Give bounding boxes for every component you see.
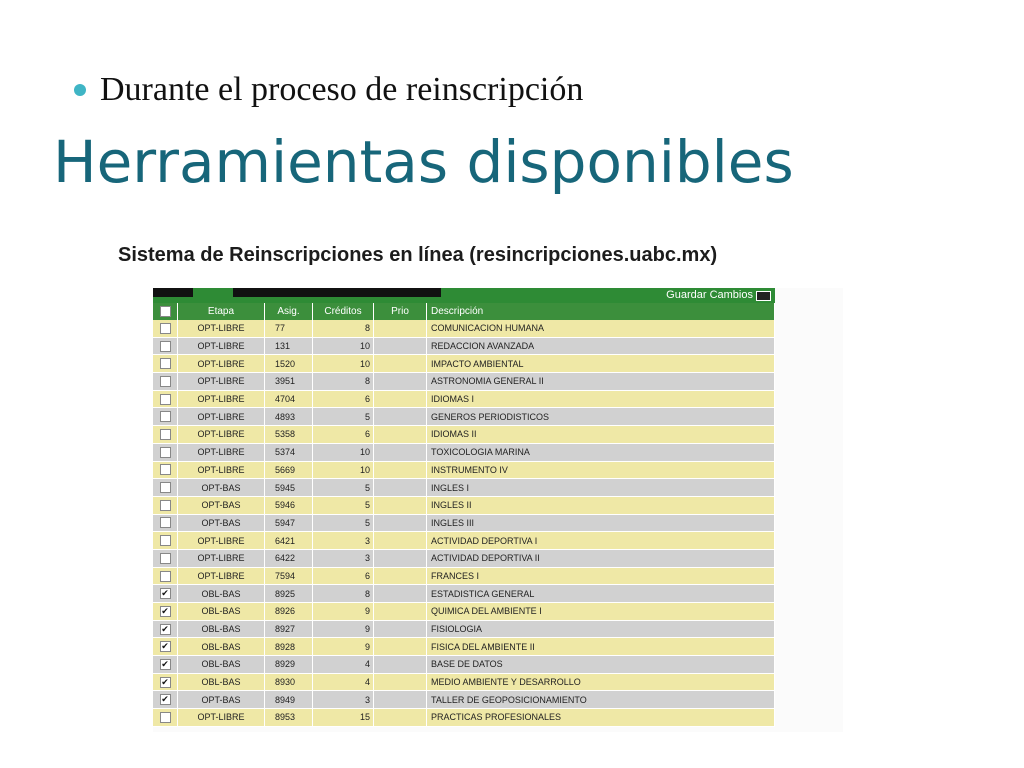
- row-checkbox-cell: [153, 709, 178, 727]
- cell-prio: [374, 514, 427, 532]
- cell-etapa: OBL-BAS: [178, 620, 265, 638]
- cell-prio: [374, 496, 427, 514]
- table-body: [153, 320, 775, 726]
- cell-asig: 77: [265, 320, 313, 337]
- cell-etapa: OPT-LIBRE: [178, 443, 265, 461]
- row-checkbox-cell: [153, 603, 178, 621]
- cell-prio: [374, 603, 427, 621]
- cell-creditos: 8: [313, 320, 374, 337]
- cell-prio: [374, 390, 427, 408]
- cell-prio: [374, 638, 427, 656]
- table-row[interactable]: [153, 656, 775, 674]
- cell-prio: [374, 567, 427, 585]
- cell-etapa: OPT-BAS: [178, 514, 265, 532]
- cell-asig: 5358: [265, 426, 313, 444]
- cell-descripcion: ESTADISTICA GENERAL: [427, 585, 775, 603]
- column-header-descripcion[interactable]: Descripción: [427, 303, 775, 320]
- cell-prio: [374, 691, 427, 709]
- table-row[interactable]: [153, 691, 775, 709]
- row-checkbox[interactable]: [160, 429, 171, 440]
- row-checkbox[interactable]: [160, 535, 171, 546]
- cell-prio: [374, 656, 427, 674]
- cell-prio: [374, 426, 427, 444]
- table-header-row: [153, 303, 775, 320]
- row-checkbox[interactable]: [160, 571, 171, 582]
- enrollment-screenshot: [153, 288, 843, 732]
- cell-asig: 1520: [265, 355, 313, 373]
- row-checkbox[interactable]: [160, 341, 171, 352]
- table-row[interactable]: [153, 496, 775, 514]
- cell-etapa: OBL-BAS: [178, 585, 265, 603]
- cell-etapa: OPT-LIBRE: [178, 709, 265, 727]
- cell-descripcion: ACTIVIDAD DEPORTIVA I: [427, 532, 775, 550]
- cell-etapa: OPT-LIBRE: [178, 567, 265, 585]
- cell-etapa: OPT-BAS: [178, 691, 265, 709]
- table-row[interactable]: [153, 549, 775, 567]
- table-row[interactable]: [153, 532, 775, 550]
- cell-descripcion: QUIMICA DEL AMBIENTE I: [427, 603, 775, 621]
- row-checkbox-cell: [153, 549, 178, 567]
- cell-asig: 131: [265, 337, 313, 355]
- cell-etapa: OPT-LIBRE: [178, 461, 265, 479]
- cell-descripcion: INGLES I: [427, 479, 775, 497]
- table-row[interactable]: [153, 603, 775, 621]
- cell-asig: 8926: [265, 603, 313, 621]
- cell-creditos: 5: [313, 479, 374, 497]
- cell-descripcion: FISICA DEL AMBIENTE II: [427, 638, 775, 656]
- cell-descripcion: BASE DE DATOS: [427, 656, 775, 674]
- table-row[interactable]: [153, 479, 775, 497]
- toolbar: [153, 288, 775, 303]
- slide-title: Herramientas disponibles: [53, 128, 794, 196]
- cell-descripcion: ACTIVIDAD DEPORTIVA II: [427, 549, 775, 567]
- cell-etapa: OBL-BAS: [178, 673, 265, 691]
- row-checkbox[interactable]: [160, 394, 171, 405]
- table-row[interactable]: [153, 337, 775, 355]
- cell-descripcion: PRACTICAS PROFESIONALES: [427, 709, 775, 727]
- cell-descripcion: TALLER DE GEOPOSICIONAMIENTO: [427, 691, 775, 709]
- cell-etapa: OPT-BAS: [178, 479, 265, 497]
- cell-asig: 5947: [265, 514, 313, 532]
- row-checkbox[interactable]: [160, 517, 171, 528]
- row-checkbox-cell: [153, 320, 178, 337]
- cell-descripcion: TOXICOLOGIA MARINA: [427, 443, 775, 461]
- cell-asig: 8929: [265, 656, 313, 674]
- cell-asig: 8949: [265, 691, 313, 709]
- cell-creditos: 10: [313, 461, 374, 479]
- row-checkbox[interactable]: ✔: [161, 641, 169, 652]
- table-row[interactable]: [153, 408, 775, 426]
- row-checkbox-cell: [153, 691, 178, 709]
- cell-etapa: OPT-LIBRE: [178, 373, 265, 391]
- row-checkbox-cell: [153, 656, 178, 674]
- row-checkbox-cell: [153, 355, 178, 373]
- cell-asig: 8953: [265, 709, 313, 727]
- cell-etapa: OPT-LIBRE: [178, 390, 265, 408]
- cell-prio: [374, 620, 427, 638]
- cell-prio: [374, 355, 427, 373]
- cell-creditos: 3: [313, 549, 374, 567]
- table-row[interactable]: [153, 709, 775, 727]
- table-row[interactable]: [153, 620, 775, 638]
- cell-prio: [374, 549, 427, 567]
- cell-etapa: OPT-LIBRE: [178, 426, 265, 444]
- row-checkbox-cell: [153, 408, 178, 426]
- cell-etapa: OPT-LIBRE: [178, 532, 265, 550]
- row-checkbox[interactable]: [160, 323, 171, 334]
- table-row[interactable]: [153, 320, 775, 337]
- cell-descripcion: REDACCION AVANZADA: [427, 337, 775, 355]
- table-row[interactable]: [153, 673, 775, 691]
- cell-asig: 3951: [265, 373, 313, 391]
- table-row[interactable]: [153, 390, 775, 408]
- bullet-item: [74, 71, 583, 109]
- row-checkbox-cell: [153, 461, 178, 479]
- cell-descripcion: FRANCES I: [427, 567, 775, 585]
- cell-prio: [374, 320, 427, 337]
- row-checkbox[interactable]: ✔: [161, 623, 169, 634]
- cell-creditos: 10: [313, 355, 374, 373]
- cell-creditos: 4: [313, 673, 374, 691]
- cell-prio: [374, 337, 427, 355]
- cell-asig: 8927: [265, 620, 313, 638]
- cell-creditos: 6: [313, 567, 374, 585]
- cell-etapa: OBL-BAS: [178, 603, 265, 621]
- cell-descripcion: GENEROS PERIODISTICOS: [427, 408, 775, 426]
- table-row[interactable]: [153, 355, 775, 373]
- row-checkbox[interactable]: [160, 358, 171, 369]
- save-changes-button[interactable]: Guardar Cambios: [666, 289, 753, 301]
- column-header-creditos[interactable]: Créditos: [313, 303, 374, 320]
- table-row[interactable]: [153, 567, 775, 585]
- cell-asig: 6422: [265, 549, 313, 567]
- column-header-etapa[interactable]: Etapa: [178, 303, 265, 320]
- cell-creditos: 6: [313, 426, 374, 444]
- cell-prio: [374, 532, 427, 550]
- cell-etapa: OPT-LIBRE: [178, 320, 265, 337]
- cell-prio: [374, 585, 427, 603]
- table-row[interactable]: [153, 514, 775, 532]
- cell-descripcion: MEDIO AMBIENTE Y DESARROLLO: [427, 673, 775, 691]
- row-checkbox[interactable]: [160, 482, 171, 493]
- courses-table: [153, 303, 775, 727]
- row-checkbox-cell: [153, 373, 178, 391]
- row-checkbox-cell: [153, 514, 178, 532]
- row-checkbox-cell: [153, 532, 178, 550]
- row-checkbox[interactable]: [160, 464, 171, 475]
- cell-asig: 8930: [265, 673, 313, 691]
- bullet-text: Durante el proceso de reinscripción: [100, 71, 584, 108]
- row-checkbox[interactable]: ✔: [161, 588, 169, 599]
- cell-creditos: 10: [313, 443, 374, 461]
- cell-descripcion: FISIOLOGIA: [427, 620, 775, 638]
- cell-prio: [374, 408, 427, 426]
- cell-descripcion: IDIOMAS II: [427, 426, 775, 444]
- cell-etapa: OBL-BAS: [178, 656, 265, 674]
- cell-creditos: 9: [313, 638, 374, 656]
- cell-descripcion: IDIOMAS I: [427, 390, 775, 408]
- cell-asig: 5669: [265, 461, 313, 479]
- row-checkbox-cell: [153, 390, 178, 408]
- cell-descripcion: INSTRUMENTO IV: [427, 461, 775, 479]
- row-checkbox-cell: [153, 479, 178, 497]
- row-checkbox-cell: [153, 496, 178, 514]
- row-checkbox-cell: [153, 426, 178, 444]
- cell-descripcion: INGLES III: [427, 514, 775, 532]
- row-checkbox-cell: [153, 443, 178, 461]
- bullet-dot-icon: [74, 84, 86, 96]
- cell-creditos: 4: [313, 656, 374, 674]
- cell-asig: 4893: [265, 408, 313, 426]
- row-checkbox-cell: [153, 673, 178, 691]
- cell-asig: 5946: [265, 496, 313, 514]
- table-row[interactable]: [153, 443, 775, 461]
- cell-prio: [374, 479, 427, 497]
- row-checkbox[interactable]: [160, 712, 171, 723]
- table-row[interactable]: [153, 426, 775, 444]
- cell-etapa: OPT-LIBRE: [178, 549, 265, 567]
- column-header-asig[interactable]: Asig.: [265, 303, 313, 320]
- cell-asig: 6421: [265, 532, 313, 550]
- toolbar-dark-segment: [153, 288, 193, 297]
- cell-creditos: 5: [313, 514, 374, 532]
- select-all-checkbox[interactable]: [160, 306, 171, 317]
- table-row[interactable]: [153, 585, 775, 603]
- cell-creditos: 3: [313, 691, 374, 709]
- table-row[interactable]: [153, 373, 775, 391]
- row-checkbox[interactable]: [160, 411, 171, 422]
- table-row[interactable]: [153, 461, 775, 479]
- cell-asig: 8928: [265, 638, 313, 656]
- cell-prio: [374, 373, 427, 391]
- cell-creditos: 10: [313, 337, 374, 355]
- slide-subtitle: Sistema de Reinscripciones en línea (resincripciones.uabc.mx): [118, 244, 718, 266]
- cell-creditos: 5: [313, 496, 374, 514]
- cell-asig: 5374: [265, 443, 313, 461]
- cell-asig: 5945: [265, 479, 313, 497]
- row-checkbox[interactable]: ✔: [161, 658, 169, 669]
- cell-prio: [374, 673, 427, 691]
- cell-etapa: OPT-LIBRE: [178, 337, 265, 355]
- cell-descripcion: ASTRONOMIA GENERAL II: [427, 373, 775, 391]
- save-icon[interactable]: [756, 291, 771, 301]
- row-checkbox-cell: [153, 585, 178, 603]
- cell-asig: 7594: [265, 567, 313, 585]
- cell-creditos: 3: [313, 532, 374, 550]
- cell-descripcion: INGLES II: [427, 496, 775, 514]
- cell-creditos: 9: [313, 620, 374, 638]
- cell-asig: 4704: [265, 390, 313, 408]
- row-checkbox[interactable]: [160, 553, 171, 564]
- row-checkbox[interactable]: [160, 447, 171, 458]
- column-header-prio[interactable]: Prio: [374, 303, 427, 320]
- row-checkbox[interactable]: [160, 376, 171, 387]
- row-checkbox[interactable]: [160, 500, 171, 511]
- cell-etapa: OBL-BAS: [178, 638, 265, 656]
- cell-prio: [374, 443, 427, 461]
- cell-creditos: 6: [313, 390, 374, 408]
- cell-etapa: OPT-LIBRE: [178, 355, 265, 373]
- row-checkbox[interactable]: ✔: [161, 676, 169, 687]
- cell-descripcion: IMPACTO AMBIENTAL: [427, 355, 775, 373]
- cell-prio: [374, 709, 427, 727]
- row-checkbox-cell: [153, 337, 178, 355]
- cell-prio: [374, 461, 427, 479]
- cell-creditos: 8: [313, 373, 374, 391]
- cell-creditos: 15: [313, 709, 374, 727]
- select-all-header[interactable]: [153, 303, 178, 320]
- table-row[interactable]: [153, 638, 775, 656]
- cell-etapa: OPT-LIBRE: [178, 408, 265, 426]
- row-checkbox[interactable]: ✔: [161, 605, 169, 616]
- cell-asig: 8925: [265, 585, 313, 603]
- row-checkbox-cell: [153, 620, 178, 638]
- cell-creditos: 9: [313, 603, 374, 621]
- row-checkbox-cell: [153, 638, 178, 656]
- cell-etapa: OPT-BAS: [178, 496, 265, 514]
- cell-creditos: 8: [313, 585, 374, 603]
- row-checkbox-cell: [153, 567, 178, 585]
- cell-creditos: 5: [313, 408, 374, 426]
- row-checkbox[interactable]: ✔: [161, 694, 169, 705]
- cell-descripcion: COMUNICACION HUMANA: [427, 320, 775, 337]
- toolbar-dark-segment: [233, 288, 441, 297]
